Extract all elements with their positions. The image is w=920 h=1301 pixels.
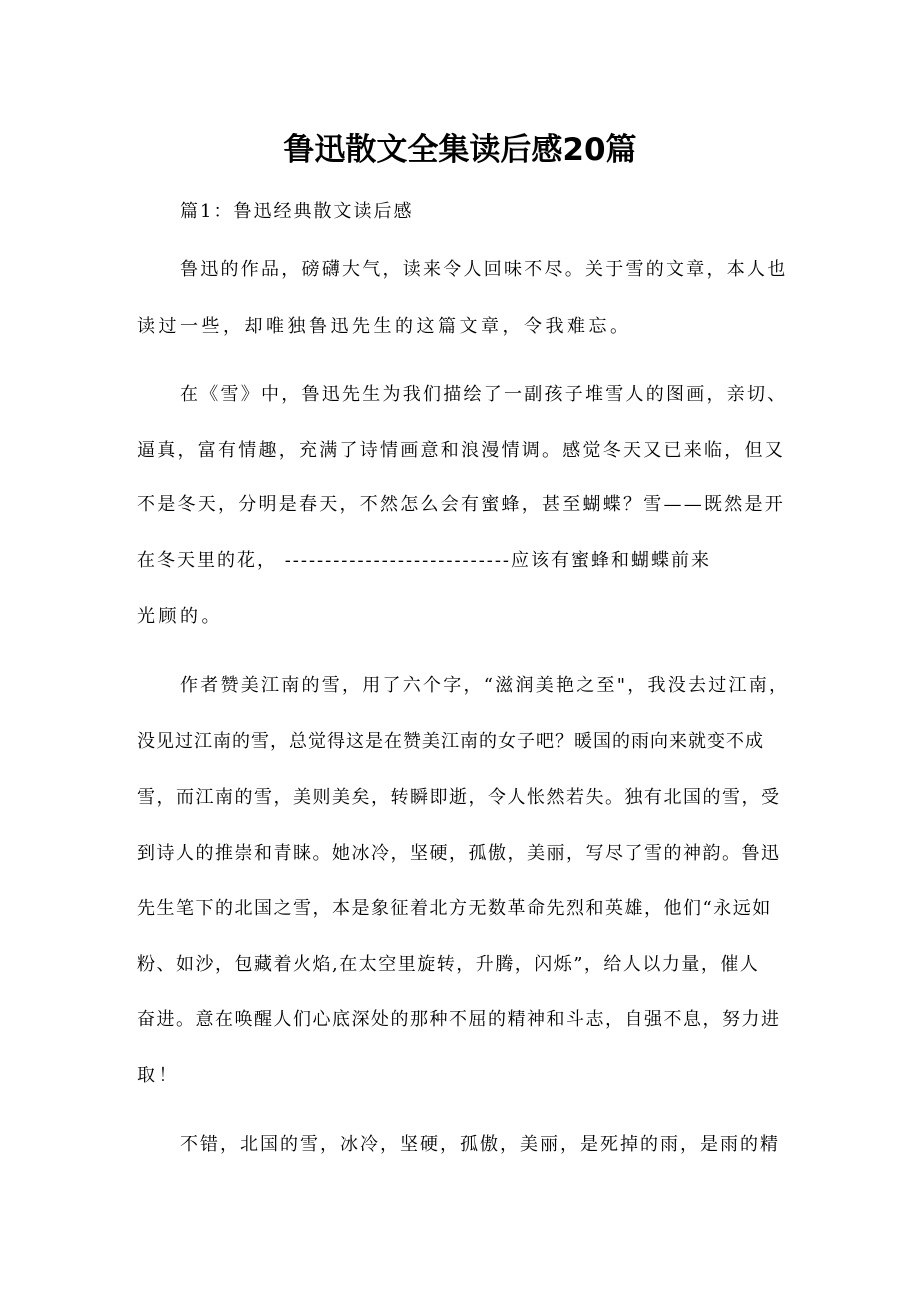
paragraph-line: 在冬天里的花， ----------------------------应该有蜜蜂和蝴蝶前来 bbox=[137, 550, 712, 571]
paragraph-line: 取！ bbox=[137, 1065, 180, 1086]
paragraph-line: 在《雪》中，鲁迅先生为我们描绘了一副孩子堆雪人的图画，亲切、 bbox=[180, 384, 788, 405]
document-title: 鲁迅散文全集读后感20篇 bbox=[283, 132, 637, 168]
paragraph-line: 鲁迅的作品，磅礴大气，读来令人回味不尽。关于雪的文章，本人也 bbox=[180, 259, 788, 280]
paragraph-line: 到诗人的推崇和青睐。她冰冷，坚硬，孤傲，美丽，写尽了雪的神韵。鲁迅 bbox=[137, 843, 781, 864]
paragraph-line: 不错，北国的雪，冰冷，坚硬，孤傲，美丽，是死掉的雨，是雨的精 bbox=[180, 1134, 780, 1155]
paragraph-line: 奋进。意在唤醒人们心底深处的那种不屈的精神和斗志，自强不息，努力进 bbox=[137, 1009, 781, 1030]
paragraph-line: 光顾的。 bbox=[137, 606, 223, 627]
paragraph-line: 雪，而江南的雪，美则美矣，转瞬即逝，令人怅然若失。独有北国的雪，受 bbox=[137, 787, 781, 808]
paragraph-line: 先生笔下的北国之雪，本是象征着北方无数革命先烈和英雄，他们“永远如 bbox=[137, 898, 772, 919]
paragraph-line: 逼真，富有情趣，充满了诗情画意和浪漫情调。感觉冬天又已来临，但又 bbox=[137, 440, 785, 461]
paragraph-line: 读过一些，却唯独鲁迅先生的这篇文章，令我难忘。 bbox=[137, 316, 632, 337]
paragraph-line: 作者赞美江南的雪，用了六个字，“滋润美艳之至"，我没去过江南， bbox=[180, 675, 790, 696]
section-heading: 篇1：鲁迅经典散文读后感 bbox=[180, 201, 414, 222]
paragraph-line: 不是冬天，分明是春天，不然怎么会有蜜蜂，甚至蝴蝶？雪——既然是开 bbox=[137, 494, 785, 515]
paragraph-line: 粉、如沙，包藏着火焰,在太空里旋转，升腾，闪烁”，给人以力量，催人 bbox=[137, 954, 760, 975]
paragraph-line: 没见过江南的雪，总觉得这是在赞美江南的女子吧？暖国的雨向来就变不成 bbox=[137, 731, 764, 752]
